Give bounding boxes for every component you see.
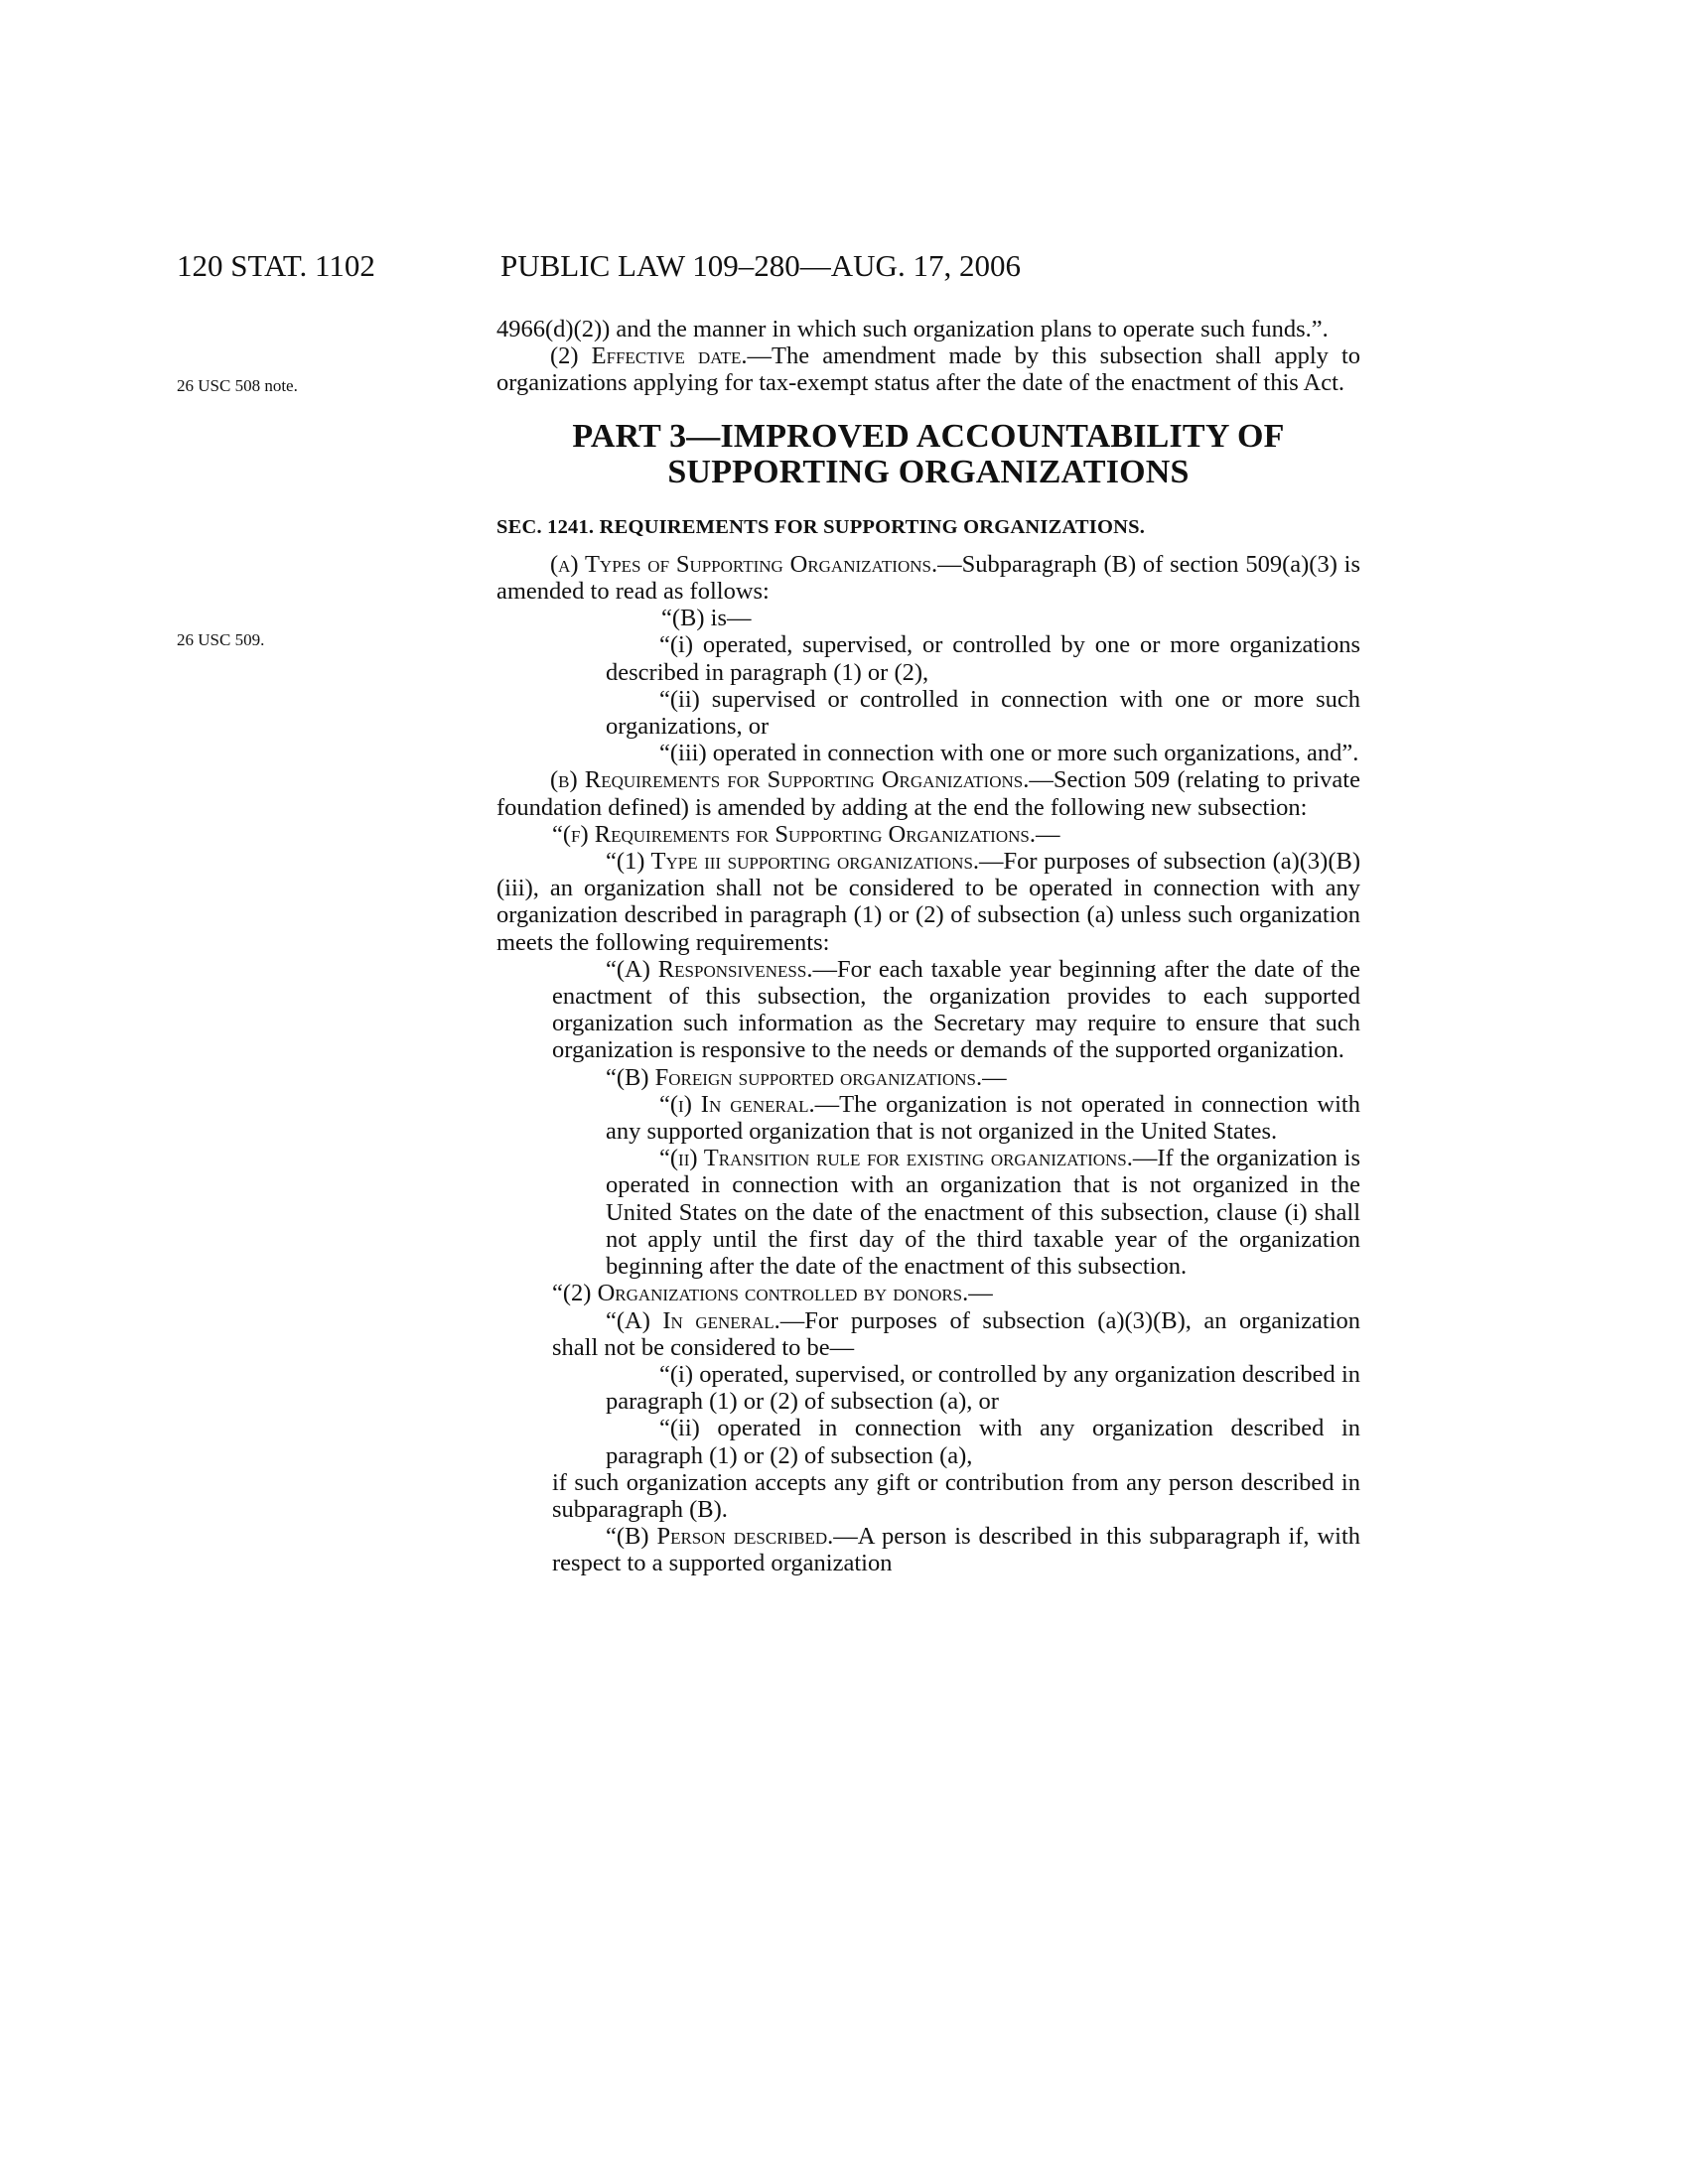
effective-date-text: —The amendment made by this subsection shall apply to organizations applying for tax-exempt status after the date of the enactment of this Act. <box>496 342 1361 397</box>
clause-f2-a-ii: “(ii) operated in connection with any organization described in paragraph (1) or (2) of subsection (a), <box>606 1415 1360 1469</box>
clause-f1-b-i-text: —The organization is not operated in connection with any supported organization that is not organized in the United States. <box>606 1090 1360 1146</box>
clause-b-ii: “(ii) supervised or controlled in connection with one or more such organizations, or <box>606 685 1360 741</box>
paragraph-f2-heading: “(2) Organizations controlled by donors.— <box>552 1280 993 1307</box>
paragraph-b-text: —Section 509 (relating to private foundation defined) is amended by adding at the end the following new subsection: <box>496 766 1360 821</box>
effective-date-heading: (2) Effective date. <box>550 342 748 370</box>
clause-f2-a-i: “(i) operated, supervised, or controlled by any organization described in paragraph (1) or (2) of subsection (a), or <box>606 1360 1360 1416</box>
part-title-line-2: SUPPORTING ORGANIZATIONS <box>667 453 1190 490</box>
subparagraph-f1-a <box>552 956 1360 1064</box>
margin-note-usc-508: 26 USC 508 note. <box>177 376 298 395</box>
paragraph-a-heading: (a) Types of Supporting Organizations. <box>550 550 938 578</box>
subparagraph-f1-a-text: —For each taxable year beginning after the date of the enactment of this subsection, the organization provides to each supported organization such information as the Secretary may require to ensure that such organization is responsive to the needs or demands of the supported organization. <box>552 955 1360 1064</box>
clause-f1-b-ii-heading: “(ii) Transition rule for existing organizations. <box>659 1145 1133 1172</box>
public-law-title: PUBLIC LAW 109–280—AUG. 17, 2006 <box>500 248 1021 283</box>
clause-f1-b-i <box>606 1091 1360 1145</box>
part-title-line-1: PART 3—IMPROVED ACCOUNTABILITY OF <box>572 417 1285 455</box>
subparagraph-f2-b <box>552 1523 1360 1576</box>
clause-f1-b-ii <box>606 1145 1360 1280</box>
paragraph-f1-heading: “(1) Type iii supporting organizations. <box>606 848 980 876</box>
section-heading: SEC. 1241. REQUIREMENTS FOR SUPPORTING ORGANIZATIONS. <box>496 515 1146 538</box>
subparagraph-f2-a-heading: “(A) In general. <box>606 1306 780 1334</box>
subsection-f-heading: “(f) Requirements for Supporting Organizations.— <box>552 820 1060 848</box>
page-header <box>177 248 1373 288</box>
page-body <box>496 316 1360 1577</box>
paragraph-a <box>496 551 1360 605</box>
subparagraph-f2-b-heading: “(B) Person described. <box>606 1523 834 1551</box>
paragraph-a-text: —Subparagraph (B) of section 509(a)(3) is amended to read as follows: <box>496 550 1360 606</box>
paragraph-b <box>496 766 1360 820</box>
paragraph-effective-date <box>496 342 1360 396</box>
subparagraph-f1-b-heading: “(B) Foreign supported organizations.— <box>606 1063 1007 1091</box>
subparagraph-f2-a <box>552 1307 1360 1361</box>
paragraph-f1-text: —For purposes of subsection (a)(3)(B)(iii), an organization shall not be considered to be operated in connection with any organization described in paragraph (1) or (2) of subsection (a) unless such organization meets the following requirements: <box>496 848 1360 956</box>
subparagraph-f1-a-heading: “(A) Responsiveness. <box>606 955 813 983</box>
subparagraph-f2-a-text: —For purposes of subsection (a)(3)(B), an organization shall not be considered to be— <box>552 1306 1360 1361</box>
margin-note-usc-509: 26 USC 509. <box>177 630 265 649</box>
subparagraph-f2-a-tail: if such organization accepts any gift or contribution from any person described in subparagraph (B). <box>552 1468 1360 1523</box>
paragraph-b-heading: (b) Requirements for Supporting Organizations. <box>550 766 1030 794</box>
clause-b-i: “(i) operated, supervised, or controlled by one or more organizations described in paragraph (1) or (2), <box>606 631 1360 686</box>
part-title <box>496 419 1360 490</box>
clause-f1-b-i-heading: “(i) In general. <box>659 1090 815 1118</box>
clause-b-iii: “(iii) operated in connection with one or more such organizations, and”. <box>659 740 1359 767</box>
subparagraph-f2-b-text: —A person is described in this subparagraph if, with respect to a supported organization <box>552 1523 1360 1577</box>
quoted-b-is: “(B) is— <box>661 605 752 632</box>
clause-f1-b-ii-text: —If the organization is operated in connection with an organization that is not organized in the United States on the date of the enactment of this subsection, clause (i) shall not apply until the first day of the third taxable year of the organization beginning after the date of the enactment of this subsection. <box>606 1145 1360 1281</box>
stat-page-number: 120 STAT. 1102 <box>177 248 375 283</box>
paragraph-f1 <box>496 848 1360 956</box>
paragraph-continuation: 4966(d)(2)) and the manner in which such organization plans to operate such funds.”. <box>496 316 1329 342</box>
